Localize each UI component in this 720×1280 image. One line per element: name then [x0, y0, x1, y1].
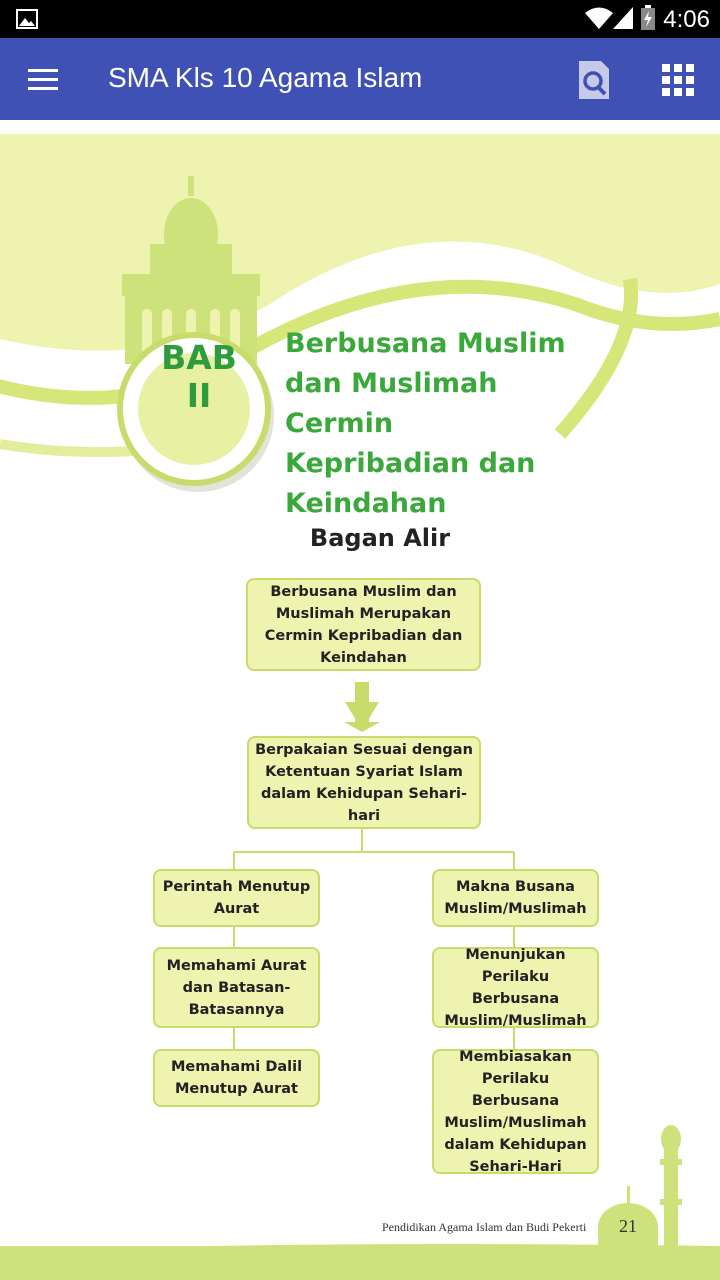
chapter-title-line: dan Muslimah Cermin [285, 368, 498, 439]
flowchart-heading: Bagan Alir [309, 524, 451, 552]
flowchart-right-box: Makna Busana Muslim/Muslimah [432, 869, 599, 927]
flowchart-root-box: Berbusana Muslim dan Muslimah Merupakan Cermin Kepribadian dan Keindahan [246, 578, 481, 671]
chapter-title-line: Keindahan [285, 488, 447, 519]
chapter-badge-label: BAB [161, 338, 237, 377]
chapter-title-line: Berbusana Muslim [285, 328, 566, 359]
flowchart-second-box: Berpakaian Sesuai dengan Ketentuan Syariat Islam dalam Kehidupan Sehari-hari [247, 736, 481, 829]
app-title: SMA Kls 10 Agama Islam [108, 62, 423, 93]
chapter-title-line: Kepribadian dan [285, 448, 536, 479]
app-bar [0, 38, 720, 120]
battery-icon [640, 5, 656, 31]
page-number: 21 [619, 1216, 637, 1236]
page-background-art [0, 134, 720, 1280]
flowchart-left-box: Perintah Menutup Aurat [153, 869, 320, 927]
status-time: 4:06 [663, 6, 710, 33]
grid-apps-icon[interactable] [662, 64, 694, 96]
flowchart-left-box: Memahami Dalil Menutup Aurat [153, 1049, 320, 1107]
chapter-badge [140, 339, 258, 415]
search-document-icon[interactable] [577, 59, 611, 101]
gallery-notification-icon [16, 9, 38, 29]
menu-icon[interactable] [28, 67, 58, 91]
book-title-footer: Pendidikan Agama Islam dan Budi Pekerti [382, 1220, 587, 1234]
flowchart-right-box: Membiasakan Perilaku Berbusana Muslim/Muslimah dalam Kehidupan Sehari-Hari [432, 1049, 599, 1174]
chapter-badge-number: II [186, 376, 212, 415]
book-page [0, 134, 720, 1280]
chapter-title [285, 324, 605, 524]
signal-icon [612, 6, 634, 30]
wifi-icon [584, 6, 614, 30]
status-bar [0, 0, 720, 38]
flowchart-left-box: Memahami Aurat dan Batasan-Batasannya [153, 947, 320, 1028]
flowchart-right-box: Menunjukan Perilaku Berbusana Muslim/Muslimah [432, 947, 599, 1028]
